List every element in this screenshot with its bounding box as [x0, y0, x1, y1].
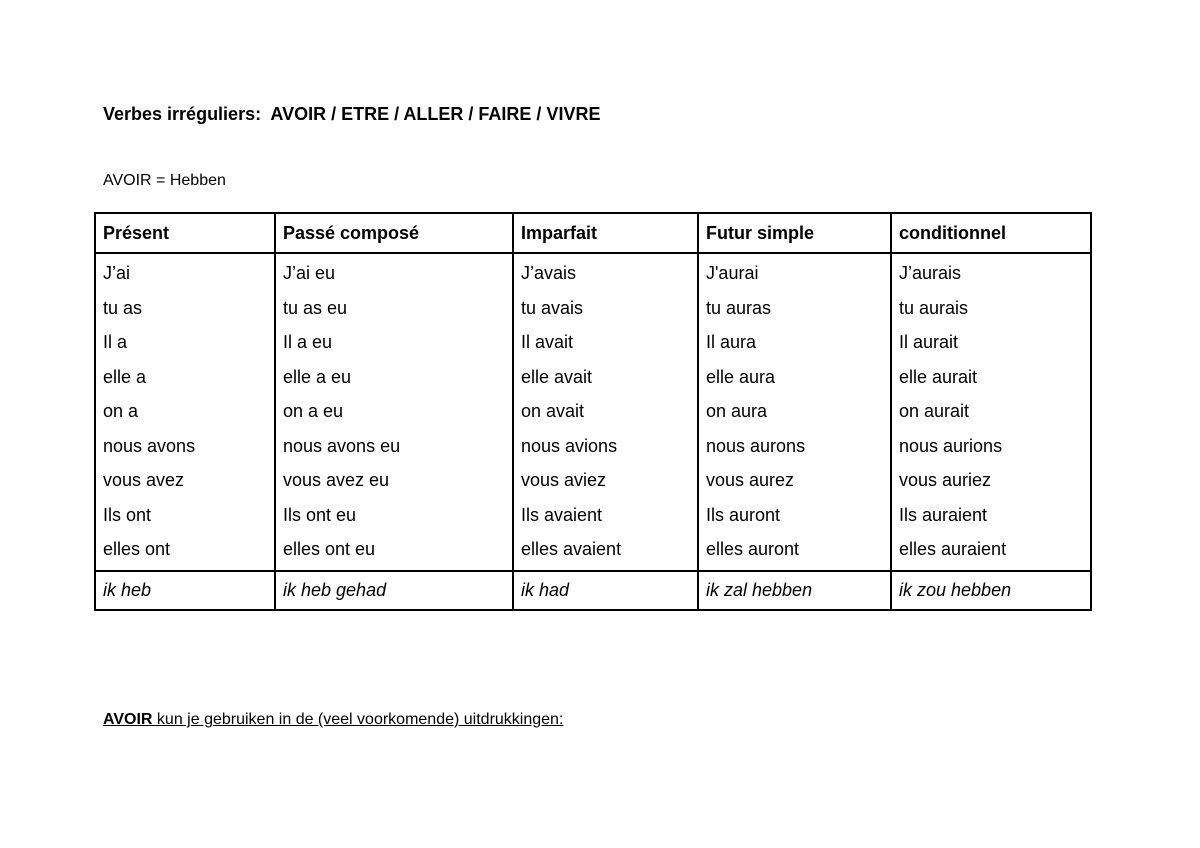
column-imparfait	[513, 253, 698, 571]
conjugation-form: elles avaient	[521, 539, 622, 559]
conjugation-form: on a eu	[283, 401, 344, 421]
conjugation-form: on avait	[521, 401, 585, 421]
conjugation-form: vous avez	[103, 470, 185, 490]
conjugation-form: Ils ont	[103, 504, 152, 525]
translation-conditionnel: ik zou hebben	[891, 571, 1091, 610]
conjugation-form: nous aurions	[899, 435, 1003, 456]
column-present	[95, 253, 275, 571]
conjugation-form: tu aurais	[899, 297, 969, 318]
conjugation-form: elle a eu	[283, 366, 352, 387]
conjugation-form: J'aurai	[706, 263, 759, 283]
conjugation-form: J’ai	[103, 263, 131, 283]
page-title: Verbes irréguliers: AVOIR / ETRE / ALLER / FAIRE / VIVRE	[103, 104, 601, 124]
conjugation-form: nous aurons	[706, 435, 806, 456]
conjugation-form: elle aurait	[899, 366, 978, 387]
conjugation-form: nous avions	[521, 435, 618, 456]
conjugation-form: elles ont	[103, 539, 171, 559]
conjugation-form: Il aura	[706, 332, 757, 352]
conjugation-form: Ils avaient	[521, 504, 603, 525]
translation-passe-compose: ik heb gehad	[275, 571, 513, 610]
conjugation-form: on aura	[706, 401, 768, 421]
header-imparfait: Imparfait	[513, 213, 698, 253]
conjugation-form: elles auraient	[899, 539, 1007, 559]
conjugation-form: tu auras	[706, 297, 772, 318]
conjugation-form: Il avait	[521, 332, 574, 352]
conjugation-form: Il a	[103, 332, 128, 352]
expressions-verb: AVOIR	[103, 711, 153, 728]
conjugation-form: elle aura	[706, 366, 776, 387]
expressions-text: kun je gebruiken in de (veel voorkomende) uitdrukkingen:	[152, 711, 564, 728]
header-conditionnel: conditionnel	[891, 213, 1091, 253]
conjugation-form: J’avais	[521, 263, 577, 283]
conjugation-form: J’aurais	[899, 263, 962, 283]
column-futur-simple	[698, 253, 891, 571]
translation-present: ik heb	[95, 571, 275, 610]
conjugation-form: Il a eu	[283, 332, 333, 352]
conjugation-form: on aurait	[899, 401, 970, 421]
conjugation-form: nous avons eu	[283, 435, 401, 456]
table-row-translation	[95, 571, 1091, 610]
header-passe-compose: Passé composé	[275, 213, 513, 253]
translation-imparfait: ik had	[513, 571, 698, 610]
conjugation-form: vous auriez	[899, 470, 992, 490]
header-futur-simple: Futur simple	[698, 213, 891, 253]
conjugation-form: Ils auraient	[899, 504, 988, 525]
conjugation-form: elles auront	[706, 539, 800, 559]
conjugation-form: vous aurez	[706, 470, 795, 490]
conjugation-form: vous aviez	[521, 470, 607, 490]
expressions-intro	[103, 710, 563, 730]
column-conditionnel	[891, 253, 1091, 571]
verb-translation-heading: AVOIR = Hebben	[103, 172, 226, 189]
conjugation-form: elle avait	[521, 366, 593, 387]
conjugation-form: vous avez eu	[283, 470, 390, 490]
conjugation-form: elles ont eu	[283, 539, 376, 559]
translation-futur-simple: ik zal hebben	[698, 571, 891, 610]
conjugation-form: on a	[103, 401, 139, 421]
column-passe-compose	[275, 253, 513, 571]
conjugation-form: Ils auront	[706, 504, 781, 525]
table-header-row	[95, 213, 1091, 253]
conjugation-form: tu as eu	[283, 297, 348, 318]
conjugation-form: Il aurait	[899, 332, 959, 352]
conjugation-table	[94, 212, 1092, 611]
header-present: Présent	[95, 213, 275, 253]
conjugation-form: elle a	[103, 366, 147, 387]
conjugation-form: Ils ont eu	[283, 504, 357, 525]
conjugation-form: nous avons	[103, 435, 196, 456]
conjugation-form: J’ai eu	[283, 263, 336, 283]
conjugation-form: tu avais	[521, 297, 584, 318]
table-row-forms	[95, 253, 1091, 571]
conjugation-form: tu as	[103, 297, 143, 318]
